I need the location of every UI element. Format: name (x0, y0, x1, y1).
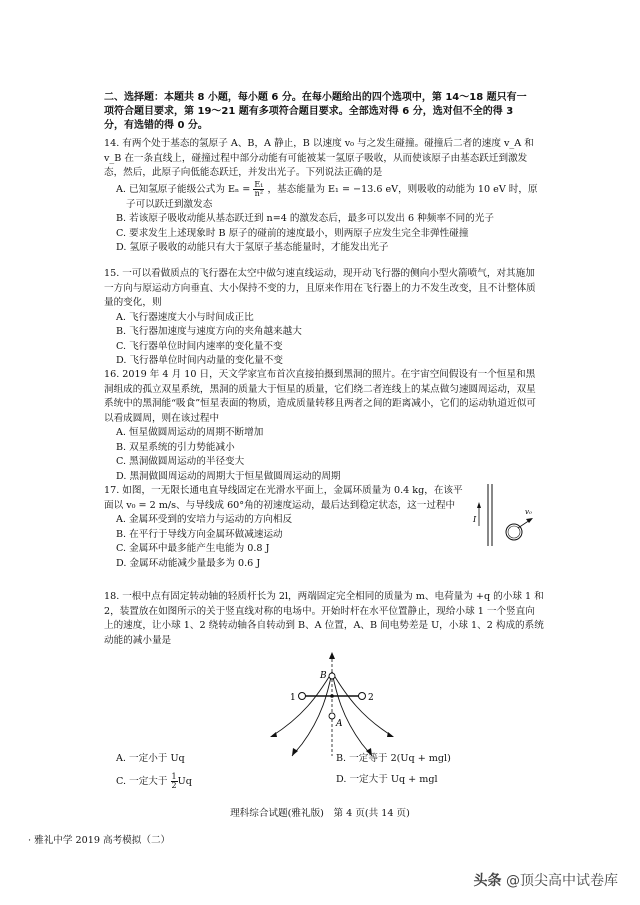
point-b (329, 673, 335, 679)
wire-ring-figure (470, 482, 542, 548)
label-b: B (320, 671, 327, 681)
metal-ring (506, 524, 522, 540)
arrow-head (270, 732, 277, 737)
watermark (474, 870, 618, 890)
option-b: B. 一定等于 2(Uq + mgl) (336, 753, 451, 764)
option-a: A. 恒星做圆周运动的周期不断增加 (116, 427, 264, 438)
question-stem: 18. 一根中点有固定转动轴的轻质杆长为 2l，两端固定完全相同的质量为 m、电荷量为 +q 的小球 1 和 2，装置放在如图所示的关于竖直线对称的电场中。开始时杆在水平位置静止，现给小球 1 一个竖直向上的速度，让小球 1、2 绕转动轴各自转动到 B、A 位置，A、B 间电势差是 U，小球 1、2 构成的系统动能的减小量是 (104, 591, 544, 646)
option-d: D. 金属环动能减少量最多为 0.6 J (116, 557, 261, 569)
option-c: C. 黑洞做圆周运动的半径变大 (116, 456, 245, 467)
school-footer: · 雅礼中学 2019 高考模拟（二） (28, 835, 171, 846)
label-2: 2 (368, 693, 374, 703)
question-18 (104, 590, 544, 648)
toutiao-logo: 头条 (473, 873, 502, 889)
question-18-options (104, 752, 544, 790)
option-c: C. 飞行器单位时间内速率的变化量不变 (116, 340, 283, 352)
option-b: B. 若该原子吸收动能从基态跃迁到 n=4 的激发态后，最多可以发出 6 种频率不同的光子 (116, 213, 494, 224)
electric-field-figure (262, 652, 402, 760)
question-stem: 16. 2019 年 4 月 10 日，天文学家宣布首次直接拍摄到黑洞的照片。在宇宙空间假设有一个恒星和黑洞组成的孤立双星系统，黑洞的质量大于恒星的质量，它们绕二者连线上的某点做匀速圆周运动，双星系统中的黑洞能“吸食”恒星表面的物质，造成质量转移且两者之间的距离减小，它们的运动轨道近似可以看成圆周，则在该过程中 (104, 369, 536, 424)
question-16 (104, 368, 544, 484)
question-stem: 15. 一可以看做质点的飞行器在太空中做匀速直线运动，现开动飞行器的侧向小型火箭喷气，对其施加一方向与原运动方向垂直、大小保持不变的力，且原来作用在飞行器上的力不发生改变，且不计整体质量的变化，则 (104, 268, 536, 308)
option-b: B. 飞行器加速度与速度方向的夹角越来越大 (116, 326, 302, 337)
ball-2 (359, 693, 366, 700)
option-a: A. 已知氢原子能级公式为 Eₙ = $\frac{\text{E₁}}{\text{n²}}$ ，基态能量为 E₁ = −13.6 eV，则吸收的动能为 10 eV 时，原 (116, 179, 538, 198)
fraction: $\frac{1}{2}$ (171, 771, 177, 790)
question-stem: 17. 如图，一无限长通电直导线固定在光滑水平面上，金属环质量为 0.4 kg，在该平面以 v₀ = 2 m/s、与导线成 60°角的初速度运动，最后达到稳定状态，这一过程中 (104, 485, 463, 511)
option-d: D. 黑洞做圆周运动的周期大于恒星做圆周运动的周期 (116, 470, 341, 482)
option-a-continued: 子可以跃迁到激发态 (126, 198, 213, 210)
option-c: C. 要求发生上述现象时 B 原子的碰前的速度最小，则两原子应发生完全非弹性碰撞 (116, 227, 469, 239)
question-17 (104, 484, 464, 571)
option-a: A. 一定小于 Uq (116, 753, 185, 764)
question-14 (104, 137, 544, 256)
option-b: B. 双星系统的引力势能减小 (116, 441, 235, 453)
page-footer: 理科综合试题(雅礼版) 第 4 页(共 14 页) (230, 808, 410, 819)
pivot (330, 694, 334, 698)
watermark-text: @顶尖高中试卷库 (506, 873, 618, 889)
question-stem: 14. 有两个处于基态的氢原子 A、B，A 静止，B 以速度 v₀ 与之发生碰撞。碰撞后二者的速度 v_A 和 v_B 在一条直线上，碰撞过程中部分动能有可能被某一氢原子吸收，从而使该原子由基态跃迁到激发态，然后，此原子向低能态跃迁，并发出光子。下列说法正确的是 (104, 138, 534, 178)
option-c: C. 金属环中最多能产生电能为 0.8 J (116, 543, 270, 554)
arrow-head (329, 652, 335, 659)
label-1: 1 (290, 693, 296, 703)
section-header: 二、选择题：本题共 8 小题，每小题 6 分。在每小题给出的四个选项中，第 14～18 题只有一项符合题目要求，第 19～21 题有多项符合题目要求。全部选对得 6 分，选对但不全的得 3 分，有选错的得 0 分。 (104, 92, 527, 131)
label-a: A (336, 719, 343, 729)
question-15 (104, 267, 544, 369)
field-line (292, 672, 332, 756)
fraction: $\frac{\text{E₁}}{\text{n²}}$ (254, 179, 264, 198)
option-d: D. 一定大于 Uq + mgl (336, 773, 438, 785)
option-d: D. 飞行器单位时间内动量的变化量不变 (116, 355, 283, 366)
option-d: D. 氢原子吸收的动能只有大于氢原子基态能量时，才能发出光子 (116, 242, 389, 253)
option-c: C. 一定大于 $\frac{1}{2}$ Uq (116, 771, 192, 790)
ball-1 (299, 693, 306, 700)
arrow-head (387, 732, 394, 737)
velocity-label: v₀ (525, 508, 532, 516)
field-line (332, 672, 372, 756)
point-a (329, 713, 335, 719)
current-label: I (473, 515, 477, 524)
arrow-head (477, 502, 481, 508)
option-a: A. 金属环受到的安培力与运动的方向相反 (116, 514, 293, 525)
field-line (272, 672, 332, 736)
option-a: A. 飞行器速度大小与时间成正比 (116, 311, 254, 323)
option-b: B. 在平行于导线方向金属环做减速运动 (116, 528, 283, 540)
